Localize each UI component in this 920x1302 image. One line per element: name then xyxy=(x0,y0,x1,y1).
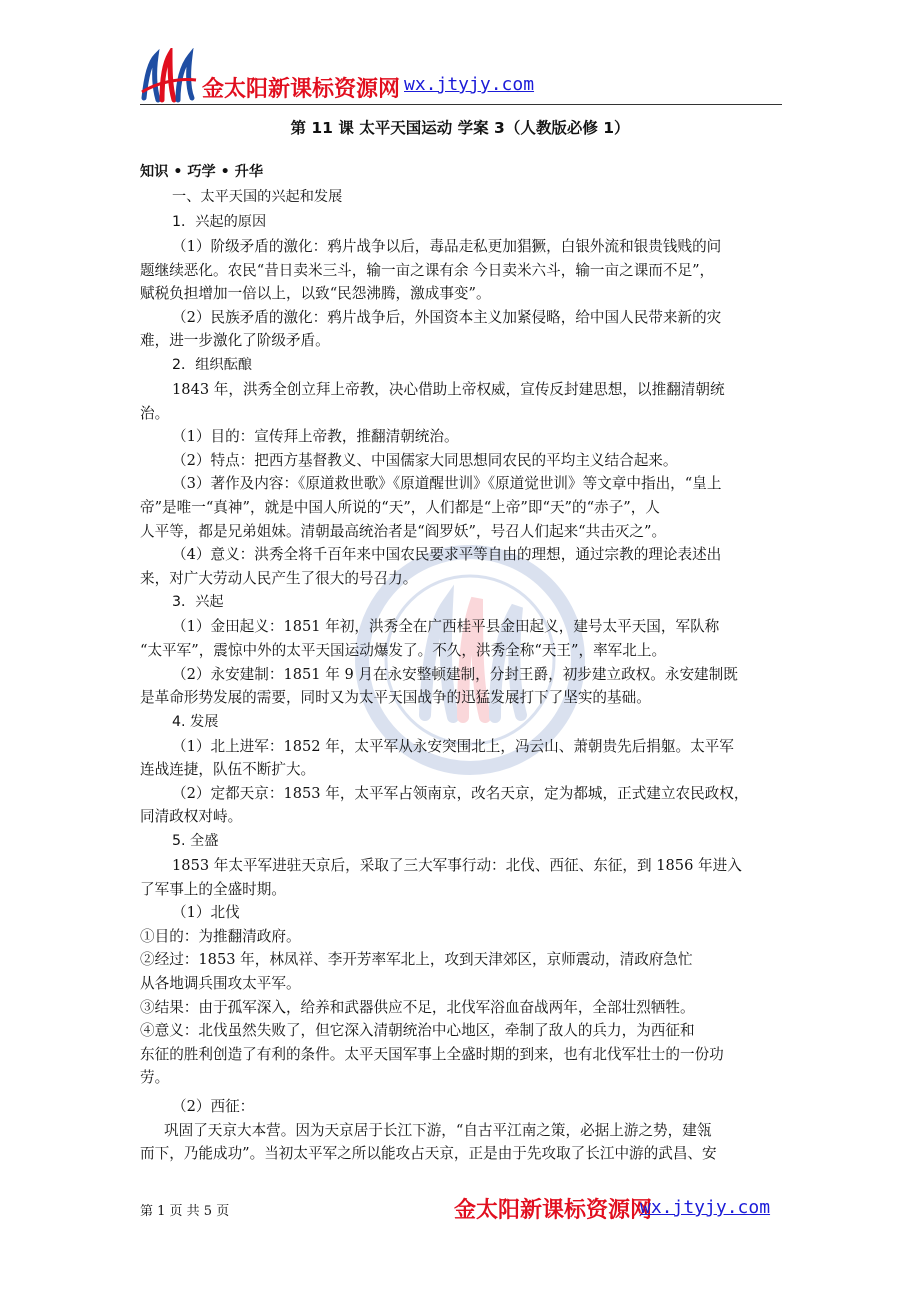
paragraph-line: 同清政权对峙。 xyxy=(140,808,243,826)
footer-site-link[interactable]: wx.jtyjy.com xyxy=(640,1197,771,1218)
footer-brand-name: 金太阳新课标资源网 xyxy=(454,1198,653,1223)
paragraph-line: （1）北上进军：1852 年，太平军从永安突围北上，冯云山、萧朝贵先后捐躯。太平军 xyxy=(172,737,734,755)
paragraph-line: ④意义：北伐虽然失败了，但它深入清朝统治中心地区，牵制了敌人的兵力，为西征和 xyxy=(140,1022,695,1040)
heading-peak: 5. 全盛 xyxy=(172,833,219,850)
section-label: 知识 • 巧学 • 升华 xyxy=(140,164,264,180)
paragraph-line: （3）著作及内容：《原道救世歌》《原道醒世训》《原道觉世训》等文章中指出，“皇上 xyxy=(172,475,722,493)
heading-organization: 2．组织酝酿 xyxy=(172,356,252,373)
paragraph-line: 连战连捷，队伍不断扩大。 xyxy=(140,761,316,779)
subheading-northern-expedition: （1）北伐 xyxy=(172,904,240,922)
paragraph-line: （2）特点：把西方基督教义、中国儒家大同思想同农民的平均主义结合起来。 xyxy=(172,451,678,469)
paragraph-line: 帝”是唯一“真神”，就是中国人所说的“天”，人们都是“上帝”即“天”的“赤子”，人 xyxy=(140,498,660,516)
heading-rise: 3．兴起 xyxy=(172,594,224,611)
paragraph-line: 1853 年太平军进驻天京后，采取了三大军事行动：北伐、西征、东征，到 1856 年进入 xyxy=(172,857,742,875)
paragraph-line: 东征的胜利创造了有利的条件。太平天国军事上全盛时期的到来，也有北伐军壮士的一份功 xyxy=(140,1045,724,1063)
paragraph-line: （2）民族矛盾的激化：鸦片战争后，外国资本主义加紧侵略，给中国人民带来新的灾 xyxy=(172,308,722,326)
paragraph-line: 从各地调兵围攻太平军。 xyxy=(140,975,301,993)
paragraph-line: （1）目的：宣传拜上帝教，推翻清朝统治。 xyxy=(172,428,459,446)
paragraph-line: 劳。 xyxy=(140,1069,170,1087)
subheading-western-expedition: （2）西征： xyxy=(172,1098,255,1115)
paragraph-line: （1）阶级矛盾的激化：鸦片战争以后，毒品走私更加猖獗，白银外流和银贵钱贱的问 xyxy=(172,238,722,255)
paragraph-line: （2）永安建制：1851 年 9 月在永安整顿建制，分封王爵，初步建立政权。永安建制既 xyxy=(172,665,738,683)
header-brand-name: 金太阳新课标资源网 xyxy=(202,77,401,102)
paragraph-line: 而下，乃能成功”。当初太平军之所以能攻占天京，正是由于先攻取了长江中游的武昌、安 xyxy=(140,1145,717,1163)
page-header xyxy=(0,0,920,110)
paragraph-line: 题继续恶化。农民“昔日卖米三斗，输一亩之课有余 今日卖米六斗，输一亩之课而不足”， xyxy=(140,261,715,279)
header-site-link[interactable]: wx.jtyjy.com xyxy=(404,74,535,95)
header-divider xyxy=(140,104,782,105)
paragraph-line: 人平等，都是兄弟姐妹。清朝最高统治者是“阎罗妖”，号召人们起来“共击灭之”。 xyxy=(140,522,667,540)
paragraph-line: ③结果：由于孤军深入，给养和武器供应不足，北伐军浴血奋战两年，全部壮烈牺牲。 xyxy=(140,998,695,1016)
paragraph-line: 赋税负担增加一倍以上，以致“民怨沸腾，激成事变”。 xyxy=(140,285,491,303)
paragraph-line: 难，进一步激化了阶级矛盾。 xyxy=(140,332,330,350)
document-body xyxy=(140,160,785,1166)
paragraph-line: 巩固了天京大本营。因为天京居于长江下游，“自古平江南之策，必据上游之势，建瓴 xyxy=(164,1121,712,1139)
paragraph-line: “太平军”，震惊中外的太平天国运动爆发了。不久，洪秀全称“天王”，率军北上。 xyxy=(140,641,667,659)
paragraph-line: 是革命形势发展的需要，同时又为太平天国战争的迅猛发展打下了坚实的基础。 xyxy=(140,689,651,707)
paragraph-line: ②经过：1853 年，林凤祥、李开芳率军北上，攻到天津郊区，京师震动，清政府急忙 xyxy=(140,951,693,969)
paragraph-line: 来，对广大劳动人民产生了很大的号召力。 xyxy=(140,569,418,587)
paragraph-line: ①目的：为推翻清政府。 xyxy=(140,927,301,945)
heading-development: 4. 发展 xyxy=(172,713,219,730)
paragraph-line: （1）金田起义：1851 年初，洪秀全在广西桂平县金田起义，建号太平天国，军队称 xyxy=(172,618,720,636)
document-title: 第 11 课 太平天国运动 学案 3（人教版必修 1） xyxy=(290,119,630,137)
paragraph-line: 了军事上的全盛时期。 xyxy=(140,880,286,898)
page-number: 第 1 页 共 5 页 xyxy=(140,1204,230,1219)
heading-causes: 1．兴起的原因 xyxy=(172,214,267,230)
paragraph-line: 治。 xyxy=(140,404,170,422)
brand-logo-icon xyxy=(140,48,198,106)
heading-part-1: 一、太平天国的兴起和发展 xyxy=(172,189,343,205)
paragraph-line: （2）定都天京：1853 年，太平军占领南京，改名天京，定为都城，正式建立农民政权， xyxy=(172,784,749,802)
paragraph-line: 1843 年，洪秀全创立拜上帝教，决心借助上帝权威，宣传反封建思想，以推翻清朝统 xyxy=(172,380,725,398)
paragraph-line: （4）意义：洪秀全将千百年来中国农民要求平等自由的理想，通过宗教的理论表述出 xyxy=(172,546,722,564)
